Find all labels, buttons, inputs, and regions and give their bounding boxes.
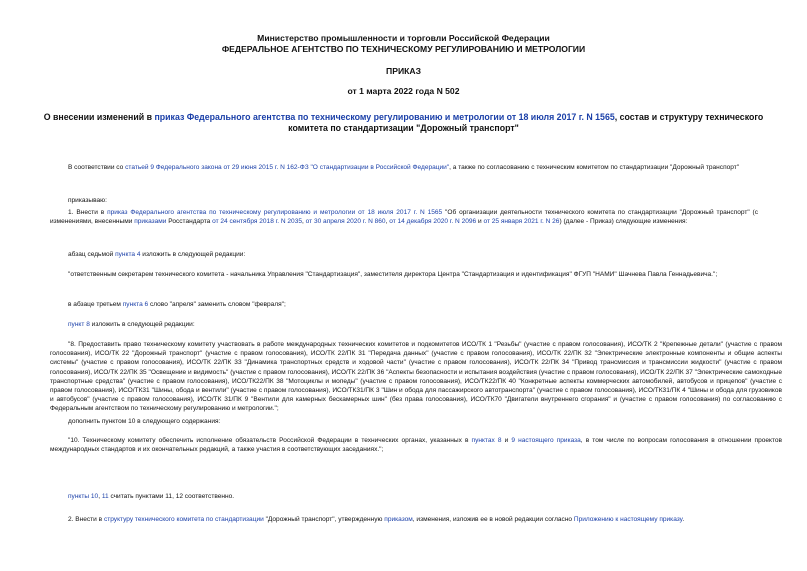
text: слово "апреля" заменить словом "февраля";: [148, 301, 286, 308]
law-link[interactable]: статьей 9 Федерального закона от 29 июня 2015 г. N 162-ФЗ "О стандартизации в Российской Федерации": [125, 164, 450, 171]
text: .: [682, 516, 685, 523]
document-type: ПРИКАЗ: [386, 66, 421, 76]
order-1565-link[interactable]: приказ Федерального агентства по техническому регулированию и метрологии от 18 июля 2017 г. N 1565: [107, 209, 443, 216]
text: считать пунктами 11, 12 соответственно.: [108, 493, 235, 500]
document-title: [30, 112, 777, 133]
paragraph-secretary: "ответственным секретарем технического комитета - начальника Управления "Стандартизация", заместителя директора Центра "Стандартизация и идентификация" ФГУП "НАМИ" Шачнева Павла Геннадьевича.";: [68, 271, 718, 278]
text: изложить в следующей редакции:: [140, 251, 246, 258]
items-8-link[interactable]: пунктах 8: [471, 437, 502, 444]
text: и: [476, 218, 484, 226]
text: "Об организации деятельности технического комитета по стандартизации "Дорожный транспорт" (с изменениями, внесенными: [50, 209, 758, 226]
paragraph-item-2: [68, 515, 782, 524]
text: 2. Внести в: [68, 516, 104, 523]
order-860-link[interactable]: от 30 апреля 2020 г. N 860: [305, 218, 386, 226]
text: 1. Внести в: [68, 209, 108, 216]
items-10-link[interactable]: пункты 10: [68, 493, 99, 500]
paragraph-committees: "8. Предоставить право техническому комитету участвовать в работе международных технических комитетов и подкомитетов ИСО/ТК 1 "Резьбы" (участие с правом голосования), ИСО/ТК 2 "Крепежные детали" (участие с правом голосования), ИСО/ТК 22 "Дорожный транспорт" (участие с правом голосования), ИСО/ТК 22/ПК 31 "Передача данных" (участие с правом голосования), ИСО/ТК 22/ПК 32 "Электрические электронные компоненты и общие аспекты системы" (участие с правом голосования), ИСО/ТК 22/ПК 33 "Динамика транспортных средств и ходовой части" (участие с правом голосования), ИСО/ТК 22/ПК 34 "Привод трансмиссия и трансмиссии жидкости" (участие с правом голосования), ИСО/ТК 22/ПК 35 "Освещение и видимость" (участие с правом голосования), ИСО/ТК 22/ПК 36 "Аспекты безопасности и испытания воздействия (участие с правом голосования), ИСО/ТК 22/ПК 37 "Электрические самоходные транспортные средства" (участие с правом голосования), ИСО/ТК22/ПК 38 "Мотоциклы и мопеды" (участие с правом голосования), ИСО/ТК22/ПК 40 "Конкретные аспекты коммерческих автомобилей, автобусов и прицепов" (участие с правом голосования), ИСО/ТК31 "Шины, обода и вентили" (участие с правом голосования), ИСО/ТК31/ПК 3 "Шин и обода для пассажирского автотранспорта" (участие с правом голосования), ИСО/ТК31/ПК 4 "Шины и обода для грузовиков и автобусов" (участие с правом голосования), ИСО/ТК 31/ПК 9 "Вентили для камерных бескамерных шин" (без права голосования), ИСО/ТК70 "Двигатели внутреннего сгорания" и (участие с правом голосования) по согласованию с Федеральным агентством по техническому регулированию и метрологии.";: [50, 341, 782, 413]
appendix-link[interactable]: Приложению к настоящему приказу: [573, 516, 683, 523]
ministry-name: Министерство промышленности и торговли Российской Федерации: [257, 33, 550, 43]
structure-link[interactable]: структуру технического комитета по стандартизации: [103, 516, 264, 523]
items-9-link[interactable]: 9 настоящего приказа: [511, 437, 581, 444]
paragraph-item-8: [68, 320, 758, 329]
title-order-link[interactable]: приказ Федерального агентства по техническому регулированию и метрологии от 18 июля 2017 г. N 1565: [154, 112, 615, 122]
item-4-link[interactable]: пункта 4: [115, 251, 141, 258]
paragraph-renumber: [68, 492, 758, 501]
text: и: [501, 437, 512, 444]
paragraph-item-4: [68, 250, 758, 259]
item-8-link[interactable]: пункт 8: [68, 321, 90, 328]
order-2035-link[interactable]: от 24 сентября 2018 г. N 2035: [212, 218, 302, 226]
text: , в том числе по вопросам голосования в отношении проектов международных стандартов и их окончательных редакций, а также участия в соответствующих заседаниях.";: [50, 437, 783, 454]
order-link[interactable]: приказом: [384, 516, 413, 523]
text: ) (далее - Приказ) следующие изменения:: [559, 218, 688, 226]
text: Росстандарта: [166, 218, 213, 226]
text: изложить в следующей редакции:: [89, 321, 195, 328]
paragraph-basis: [50, 163, 758, 172]
paragraph-order: приказываю:: [68, 197, 107, 204]
item-11-link[interactable]: 11: [101, 493, 109, 500]
text: "10. Техническому комитету обеспечить исполнение обязательств Российской Федерации в технических органах, указанных в: [68, 437, 472, 444]
order-2096-link[interactable]: от 14 декабря 2020 г. N 2096: [389, 218, 477, 226]
text: "Дорожный транспорт", утвержденную: [263, 516, 385, 523]
title-text: О внесении изменений в: [43, 112, 155, 122]
text: В соответствии со: [68, 164, 126, 171]
paragraph-item-1: [50, 208, 758, 226]
text: ,: [302, 218, 306, 226]
text: ,: [98, 493, 102, 500]
text: , а также по согласованию с техническим комитетом по стандартизации "Дорожный транспорт": [449, 164, 740, 171]
agency-name: ФЕДЕРАЛЬНОЕ АГЕНТСТВО ПО ТЕХНИЧЕСКОМУ РЕГУЛИРОВАНИЮ И МЕТРОЛОГИИ: [221, 44, 586, 54]
text: ,: [385, 218, 390, 226]
text: , изменения, изложив ее в новой редакции согласно: [412, 516, 574, 523]
title-text-end: , состав и структуру технического комитета по стандартизации "Дорожный транспорт": [288, 112, 764, 133]
paragraph-add-item-10: дополнить пунктом 10 в следующего содержания:: [68, 418, 221, 425]
text: абзац седьмой: [68, 251, 116, 258]
paragraph-item-6: [68, 300, 758, 309]
order-26-link[interactable]: от 25 января 2021 г. N 26: [483, 218, 560, 226]
orders-link[interactable]: приказами: [134, 218, 167, 226]
text: в абзаце третьем: [68, 301, 123, 308]
item-6-link[interactable]: пункта 6: [122, 301, 149, 308]
document-date-number: от 1 марта 2022 года N 502: [347, 86, 460, 96]
paragraph-item-10-text: [50, 436, 782, 454]
